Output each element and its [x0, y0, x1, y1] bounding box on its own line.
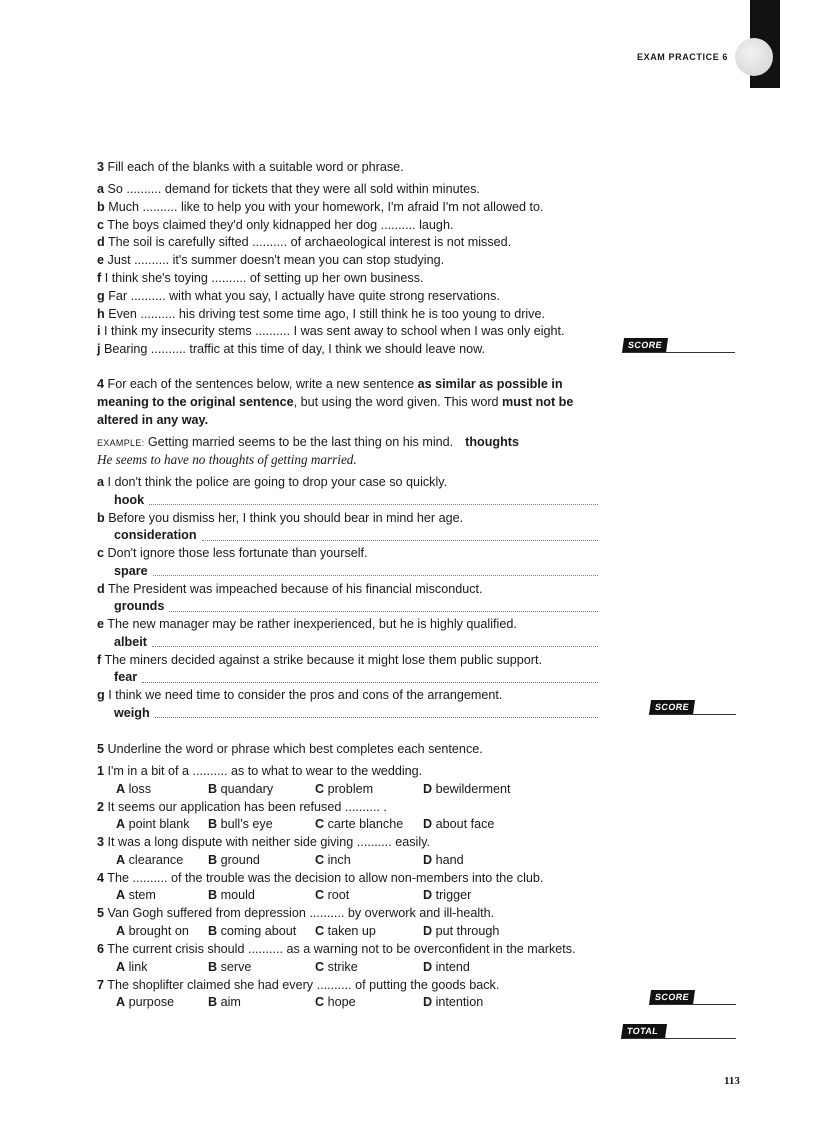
item-letter: d [97, 235, 105, 250]
instruction-text: Fill each of the blanks with a suitable word or phrase. [107, 160, 404, 174]
item-text: The soil is carefully sifted .......... of archaeological interest is not missed. [107, 235, 512, 250]
option-letter: D [423, 923, 433, 938]
ex5-item [97, 763, 422, 779]
option-letter: C [315, 817, 325, 832]
ex5-item [97, 941, 576, 957]
option-b[interactable] [208, 959, 251, 975]
ex5-item [97, 834, 430, 850]
option-b[interactable] [208, 816, 273, 832]
item-letter: i [97, 324, 101, 339]
keyword-row [114, 598, 164, 614]
item-letter: a [97, 475, 105, 489]
keyword-row [114, 527, 197, 543]
option-letter: B [208, 959, 218, 974]
option-c[interactable] [315, 994, 356, 1010]
option-text: ground [220, 852, 260, 867]
score-badge: TOTAL SCORE [621, 1024, 667, 1039]
item-letter: d [97, 581, 105, 596]
example-label: EXAMPLE: [97, 438, 145, 448]
option-d[interactable] [423, 781, 511, 797]
option-letter: B [208, 995, 218, 1010]
score-line[interactable] [650, 1004, 736, 1005]
ex4-instruction-3 [97, 412, 208, 428]
option-text: inch [327, 852, 351, 867]
ex3-item [97, 323, 565, 339]
option-c[interactable] [315, 781, 373, 797]
ex4-item [97, 652, 542, 668]
ex4-item [97, 545, 368, 561]
option-letter: C [315, 852, 325, 867]
instruction-bold: as similar as possible in [417, 377, 563, 391]
item-text: Just .......... it's summer doesn't mean you can stop studying. [107, 253, 445, 268]
item-text: I think we need time to consider the pros and cons of the arrangement. [108, 688, 503, 702]
option-text: brought on [128, 923, 189, 938]
option-b[interactable] [208, 994, 241, 1010]
keyword-row [114, 669, 137, 685]
item-letter: g [97, 288, 105, 303]
option-a[interactable] [116, 959, 148, 975]
option-letter: D [423, 959, 433, 974]
ex5-item [97, 870, 543, 886]
option-text: root [327, 888, 350, 903]
ex3-item [97, 270, 424, 286]
item-letter: 2 [97, 799, 105, 814]
item-text: It was a long dispute with neither side giving .......... easily. [107, 835, 430, 850]
option-text: clearance [128, 852, 184, 867]
option-d[interactable] [423, 959, 470, 975]
ex4-item [97, 687, 502, 703]
ex4-item [97, 474, 447, 490]
item-letter: 6 [97, 942, 105, 956]
option-letter: D [423, 817, 433, 832]
option-text: intend [435, 959, 470, 974]
ex3-instruction [97, 159, 404, 175]
item-text: I think she's toying .......... of setting up her own business. [104, 271, 424, 285]
option-letter: D [423, 888, 433, 903]
keyword: grounds [114, 599, 165, 613]
option-text: intention [435, 995, 484, 1010]
item-text: The miners decided against a strike because it might lose them public support. [104, 652, 542, 667]
option-d[interactable] [423, 887, 471, 903]
option-letter: B [208, 888, 218, 903]
option-b[interactable] [208, 781, 273, 797]
score-badge: SCORE [622, 338, 668, 353]
option-text: mould [220, 888, 255, 903]
option-letter: B [208, 781, 218, 796]
option-letter: C [315, 923, 325, 938]
item-text: The current crisis should .......... as a warning not to be overconfident in the markets. [107, 942, 576, 956]
item-text: Before you dismiss her, I think you should bear in mind her age. [108, 510, 464, 525]
item-letter: 1 [97, 764, 105, 778]
ex3-item [97, 199, 543, 215]
option-text: aim [220, 995, 241, 1010]
ex3-item [97, 217, 453, 233]
option-letter: D [423, 995, 433, 1010]
score-badge: SCORE [649, 990, 695, 1005]
keyword: fear [114, 670, 138, 684]
option-text: carte blanche [327, 817, 404, 832]
keyword: weigh [114, 705, 150, 720]
option-c[interactable] [315, 923, 376, 939]
option-c[interactable] [315, 816, 403, 832]
option-text: purpose [128, 995, 175, 1010]
instruction-text: Underline the word or phrase which best completes each sentence. [107, 742, 483, 756]
option-text: stem [128, 888, 156, 903]
ex3-item [97, 341, 485, 357]
ex5-item [97, 977, 499, 993]
item-text: I'm in a bit of a .......... as to what to wear to the wedding. [107, 764, 423, 778]
option-text: serve [220, 959, 252, 974]
item-text: The new manager may be rather inexperienced, but he is highly qualified. [107, 617, 517, 631]
example-word: thoughts [465, 435, 519, 449]
option-c[interactable] [315, 852, 351, 868]
item-letter: c [97, 546, 105, 560]
item-letter: 4 [97, 870, 105, 885]
option-letter: A [116, 817, 126, 832]
option-letter: A [116, 852, 126, 867]
answer-line[interactable] [153, 575, 598, 576]
option-letter: D [423, 852, 433, 867]
option-text: trigger [435, 888, 472, 903]
ex3-item [97, 234, 511, 250]
option-letter: A [116, 959, 126, 974]
keyword: spare [114, 563, 148, 578]
instruction-bold: must not be [502, 395, 574, 409]
score-badge: SCORE [649, 700, 695, 715]
option-text: loss [128, 781, 152, 796]
ex4-example-answer [97, 452, 357, 468]
answer-line[interactable] [152, 646, 598, 647]
option-a[interactable] [116, 816, 190, 832]
item-text: Don't ignore those less fortunate than yourself. [107, 546, 368, 560]
option-letter: A [116, 995, 126, 1010]
keyword-row [114, 705, 150, 721]
ex5-item [97, 905, 494, 921]
item-text: I don't think the police are going to drop your case so quickly. [107, 475, 448, 489]
page-number: 113 [724, 1075, 740, 1087]
option-text: coming about [220, 923, 297, 938]
option-b[interactable] [208, 887, 255, 903]
ex4-item [97, 616, 517, 632]
ex4-instruction [97, 376, 563, 392]
instruction-text: . [204, 413, 209, 427]
item-text: Far .......... with what you say, I actually have quite strong reservations. [108, 288, 500, 303]
ex3-item [97, 288, 500, 304]
option-text: link [128, 959, 148, 974]
decorative-circle [735, 38, 773, 76]
ex4-example [97, 434, 519, 451]
item-text: Much .......... like to help you with your homework, I'm afraid I'm not allowed to. [108, 199, 544, 214]
answer-line[interactable] [202, 540, 598, 541]
item-text: The .......... of the trouble was the decision to allow non-members into the club. [107, 870, 544, 885]
item-letter: 7 [97, 977, 105, 992]
option-letter: A [116, 781, 126, 796]
example-answer: He seems to have no thoughts of getting married. [97, 452, 357, 467]
instruction-text: For each of the sentences below, write a new sentence [107, 377, 418, 391]
option-text: put through [435, 923, 500, 938]
option-a[interactable] [116, 887, 156, 903]
option-letter: B [208, 817, 218, 832]
item-letter: b [97, 510, 105, 525]
item-text: So .......... demand for tickets that they were all sold within minutes. [107, 182, 480, 196]
option-d[interactable] [423, 816, 494, 832]
item-letter: h [97, 306, 105, 321]
ex3-item [97, 181, 480, 197]
option-letter: A [116, 888, 126, 903]
score-line[interactable] [623, 352, 735, 353]
option-a[interactable] [116, 852, 183, 868]
item-letter: e [97, 617, 105, 631]
answer-line[interactable] [155, 717, 598, 718]
answer-line[interactable] [149, 504, 598, 505]
option-text: quandary [220, 781, 274, 796]
item-text: The boys claimed they'd only kidnapped her dog .......... laugh. [107, 217, 454, 232]
ex5-instruction [97, 741, 483, 757]
option-a[interactable] [116, 994, 174, 1010]
option-text: hope [327, 995, 356, 1010]
ex4-item [97, 581, 483, 597]
option-letter: C [315, 888, 325, 903]
option-c[interactable] [315, 959, 358, 975]
keyword-row [114, 492, 144, 508]
exercise-number: 3 [97, 160, 105, 174]
instruction-bold: meaning to the original sentence [97, 395, 294, 409]
ex4-item [97, 510, 463, 526]
item-letter: j [97, 342, 101, 357]
item-letter: 5 [97, 906, 105, 921]
option-text: about face [435, 817, 495, 832]
keyword-row [114, 563, 148, 579]
item-text: Van Gogh suffered from depression .......... by overwork and ill-health. [107, 906, 495, 921]
option-b[interactable] [208, 852, 260, 868]
item-text: The President was impeached because of his financial misconduct. [107, 581, 483, 596]
option-text: bull's eye [220, 817, 273, 832]
option-text: strike [327, 959, 358, 974]
item-letter: f [97, 652, 102, 667]
instruction-bold: altered in any way [97, 413, 205, 427]
option-text: taken up [327, 923, 376, 938]
keyword: hook [114, 492, 145, 507]
item-text: It seems our application has been refused .......... . [107, 799, 387, 814]
item-text: Bearing .......... traffic at this time of day, I think we should leave now. [104, 342, 486, 357]
keyword-row [114, 634, 147, 650]
ex5-item [97, 799, 387, 815]
ex3-item [97, 306, 545, 322]
option-letter: B [208, 852, 218, 867]
page-header: EXAM PRACTICE 6 [637, 52, 729, 62]
item-letter: f [97, 271, 102, 285]
option-letter: A [116, 923, 126, 938]
item-letter: b [97, 199, 105, 214]
ex3-item [97, 252, 444, 268]
option-d[interactable] [423, 994, 483, 1010]
item-letter: a [97, 182, 105, 196]
answer-line[interactable] [169, 611, 598, 612]
option-c[interactable] [315, 887, 349, 903]
exercise-number: 4 [97, 377, 105, 391]
instruction-text: , but using the word given. This word [293, 395, 503, 409]
answer-line[interactable] [142, 682, 598, 683]
keyword: consideration [114, 528, 197, 542]
option-letter: C [315, 781, 325, 796]
option-a[interactable] [116, 781, 151, 797]
option-text: bewilderment [435, 781, 511, 796]
item-letter: g [97, 688, 105, 702]
option-a[interactable] [116, 923, 189, 939]
example-text: Getting married seems to be the last thing on his mind. [147, 435, 454, 449]
item-letter: 3 [97, 835, 105, 850]
option-d[interactable] [423, 852, 464, 868]
option-letter: B [208, 923, 218, 938]
option-d[interactable] [423, 923, 499, 939]
ex4-instruction-2 [97, 394, 573, 410]
option-text: point blank [128, 817, 190, 832]
score-line[interactable] [622, 1038, 736, 1039]
option-letter: D [423, 781, 433, 796]
score-line[interactable] [650, 714, 736, 715]
item-letter: e [97, 253, 105, 268]
option-letter: C [315, 959, 325, 974]
item-text: The shoplifter claimed she had every .......... of putting the goods back. [107, 977, 500, 992]
exercise-number: 5 [97, 742, 105, 756]
option-text: problem [327, 781, 374, 796]
option-text: hand [435, 852, 464, 867]
option-b[interactable] [208, 923, 296, 939]
option-letter: C [315, 995, 325, 1010]
item-letter: c [97, 217, 105, 232]
item-text: I think my insecurity stems .......... I was sent away to school when I was only eight. [104, 324, 565, 339]
keyword: albeit [114, 634, 147, 649]
item-text: Even .......... his driving test some time ago, I still think he is too young to drive. [108, 306, 545, 321]
